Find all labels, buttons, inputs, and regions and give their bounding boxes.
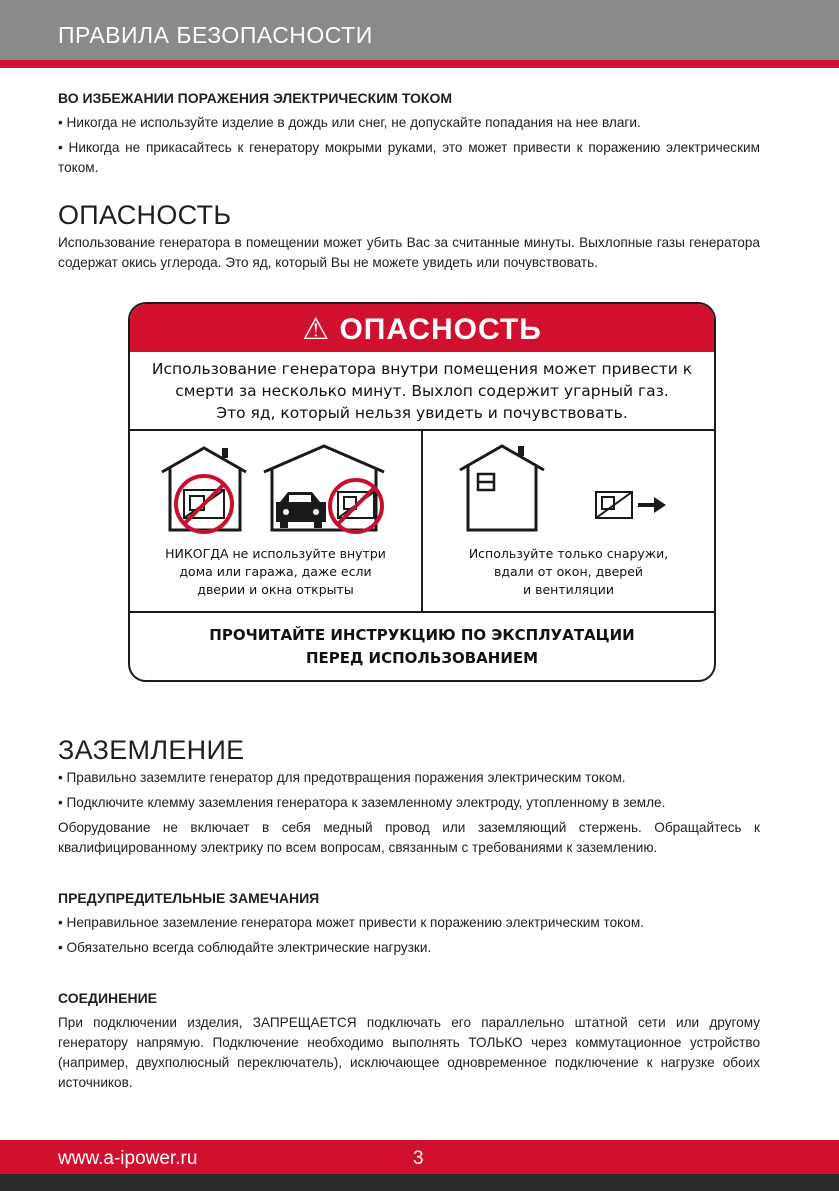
danger-text: Использование генератора в помещении может убить Вас за считанные минуты. Выхлопные газы генератора содержат окись углерода. Это яд, который Вы не можете увидеть или почувствовать.: [58, 235, 760, 270]
car-icon: [276, 492, 326, 528]
right-caption-line: Используйте только снаружи,: [468, 546, 669, 561]
sign-footer-line: ПРОЧИТАЙТЕ ИНСТРУКЦИЮ ПО ЭКСПЛУАТАЦИИ: [209, 626, 635, 644]
section-connection: [58, 990, 760, 1093]
sign-footer: [130, 624, 714, 670]
connection-text: При подключении изделия, ЗАПРЕЩАЕТСЯ подключать его параллельно штатной сети или другому генератору напрямую. Подключение необходимо выполнять ТОЛЬКО через коммутационное устройство (например, двухполюсный переключатель), исключающее одновременное подключение к нагрузке обоих источников.: [58, 1015, 760, 1090]
prohibited-indoor-icons: [156, 442, 406, 534]
left-caption-line: дома или гаража, даже если: [179, 564, 372, 579]
section-grounding-heading: ЗАЗЕМЛЕНИЕ: [58, 735, 245, 765]
danger-sign-title: ⚠ ОПАСНОСТЬ: [302, 313, 542, 346]
danger-sign: [128, 302, 716, 682]
section-danger-heading: ОПАСНОСТЬ: [58, 200, 232, 230]
danger-sign-header: [130, 304, 714, 352]
danger-sign-message-line: Использование генератора внутри помещения может привести к: [151, 360, 693, 378]
right-caption: [423, 545, 714, 599]
electric-bullet-2: • Никогда не прикасайтесь к генератору мокрыми руками, это может привести к поражению электрическим током.: [58, 140, 760, 175]
section-connection-heading: СОЕДИНЕНИЕ: [58, 990, 157, 1006]
grounding-text: Оборудование не включает в себя медный провод или заземляющий стержень. Обращайтесь к квалифицированному электрику по всем вопросам, связанным с требованиями к заземлению.: [58, 820, 760, 855]
grounding-bullet-2: • Подключите клемму заземления генератора к заземленному электроду, утопленному в земле.: [58, 795, 666, 810]
outdoor-use-icons: [456, 442, 686, 534]
left-caption-line: дверии и окна открыты: [197, 582, 354, 597]
section-electric-heading: ВО ИЗБЕЖАНИИ ПОРАЖЕНИЯ ЭЛЕКТРИЧЕСКИМ ТОКОМ: [58, 90, 453, 106]
house-icon: [460, 446, 544, 530]
warnings-bullet-1: • Неправильное заземление генератора может привести к поражению электрическим током.: [58, 915, 644, 930]
warnings-bullet-2: • Обязательно всегда соблюдайте электрические нагрузки.: [58, 940, 432, 955]
right-caption-line: и вентиляции: [523, 582, 614, 597]
section-warnings: [58, 890, 760, 958]
section-danger: [58, 200, 760, 273]
section-warnings-heading: ПРЕДУПРЕДИТЕЛЬНЫЕ ЗАМЕЧАНИЯ: [58, 890, 320, 906]
left-caption-line: НИКОГДА не используйте внутри: [165, 546, 386, 561]
section-grounding: [58, 735, 760, 858]
footer-website-link[interactable]: www.a-ipower.ru: [58, 1148, 198, 1169]
section-electric: [58, 90, 760, 178]
generator-icon: [596, 492, 632, 518]
sign-footer-line: ПЕРЕД ИСПОЛЬЗОВАНИЕМ: [305, 649, 539, 667]
grounding-bullet-1: • Правильно заземлите генератор для предотвращения поражения электрическим током.: [58, 770, 626, 785]
left-caption: [130, 545, 421, 599]
page-number: 3: [413, 1148, 424, 1169]
page-header: [0, 0, 839, 60]
right-caption-line: вдали от окон, дверей: [493, 564, 644, 579]
sign-divider: [130, 611, 714, 613]
electric-bullet-1: • Никогда не используйте изделие в дождь или снег, не допускайте попадания на нее влаги.: [58, 115, 641, 130]
danger-sign-message-line: смерти за несколько минут. Выхлоп содержит угарный газ.: [175, 382, 669, 400]
danger-sign-message: [130, 358, 714, 424]
footer-bar: [0, 1174, 839, 1191]
page-title: ПРАВИЛА БЕЗОПАСНОСТИ: [58, 22, 373, 48]
arrow-right-icon: [638, 497, 666, 513]
danger-sign-message-line: Это яд, который нельзя увидеть и почувствовать.: [216, 404, 628, 422]
header-stripe: [0, 60, 839, 68]
